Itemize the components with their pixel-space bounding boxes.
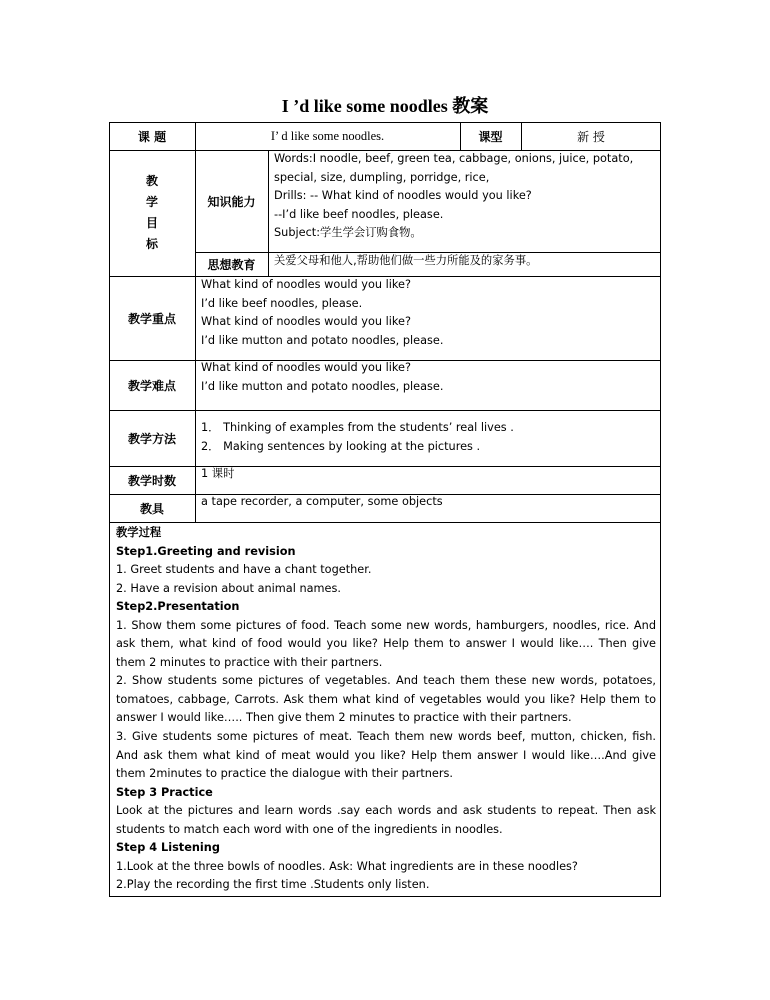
objectives-label (109, 150, 195, 276)
aids-label: 教具 (139, 501, 164, 516)
objectives-label-char: 目 (145, 216, 158, 230)
difficulties-label: 教学难点 (127, 378, 176, 393)
objectives-label-char: 标 (145, 237, 158, 251)
methods-content (201, 419, 514, 456)
methods-label: 教学方法 (127, 431, 176, 446)
difficulty-line: I’d like mutton and potato noodles, please. (201, 379, 444, 393)
row-divider (109, 522, 661, 523)
method-line: 1． Thinking of examples from the students’ real lives . (201, 421, 514, 434)
ideology-label: 思想教育 (207, 257, 256, 272)
knowledge-line: Words:I noodle, beef, green tea, cabbage, onions, juice, potato, (274, 152, 634, 165)
step-heading: Step1.Greeting and revision (116, 544, 296, 558)
type-label: 课型 (478, 129, 503, 144)
knowledge-line: --I’d like beef noodles, please. (274, 207, 444, 221)
step-paragraph: 2. Show students some pictures of vegetables. And teach them these new words, potatoes, tomatoes, cabbage, Carrots. Ask them what kind of vegetables would you like? Help them to answer I would like….. Then give them 2 minutes to practice with their partners. (116, 674, 656, 725)
type-value: 新 授 (577, 129, 605, 144)
step-paragraph: Look at the pictures and learn words .say each words and ask students to repeat. Then ask students to match each word with one of the ingredients in noodles. (116, 804, 656, 836)
step-heading: Step 3 Practice (116, 785, 213, 799)
step-heading: Step 4 Listening (116, 841, 220, 855)
step-paragraph: 2. Have a revision about animal names. (116, 581, 341, 595)
key-point-line: I’d like beef noodles, please. (201, 296, 363, 310)
col-divider (268, 150, 269, 276)
process-title: 教学过程 (116, 526, 162, 539)
key-points-label: 教学重点 (127, 311, 176, 326)
objectives-label-char: 教 (145, 174, 158, 188)
aids-value: a tape recorder, a computer, some objects (201, 495, 443, 508)
knowledge-line: Subject:学生学会订购食物。 (274, 226, 422, 240)
key-point-line: What kind of noodles would you like? (201, 278, 411, 291)
knowledge-line: Drills: -- What kind of noodles would you like? (274, 189, 532, 203)
knowledge-content (274, 150, 633, 243)
document-title: I ’d like some noodles 教案 (281, 96, 489, 116)
difficulty-line: What kind of noodles would you like? (201, 361, 411, 374)
teaching-process (116, 524, 656, 895)
step-paragraph: 1. Greet students and have a chant together. (116, 563, 372, 577)
hours-value: 1 课时 (201, 467, 235, 480)
knowledge-label: 知识能力 (207, 194, 256, 209)
key-point-line: I’d like mutton and potato noodles, please. (201, 333, 444, 347)
knowledge-line: special, size, dumpling, porridge, rice, (274, 170, 490, 184)
topic-value: I’ d like some noodles. (270, 128, 385, 143)
method-line: 2． Making sentences by looking at the pictures . (201, 439, 481, 453)
key-points-content (201, 276, 443, 350)
step-heading: Step2.Presentation (116, 600, 240, 614)
topic-label: 课 题 (137, 129, 167, 144)
objectives-label-char: 学 (145, 195, 158, 209)
step-paragraph: 3. Give students some pictures of meat. Teach them new words beef, mutton, chicken, fish. And ask them what kind of meat would you like? Help them answer I would like….And give them 2minutes to practice the dialogue with their partners. (116, 730, 656, 781)
ideology-content: 关爱父母和他人,帮助他们做一些力所能及的家务事。 (274, 254, 538, 267)
step-paragraph: 2.Play the recording the first time .Students only listen. (116, 878, 430, 892)
step-paragraph: 1.Look at the three bowls of noodles. Ask: What ingredients are in these noodles? (116, 859, 578, 873)
hours-label: 教学时数 (127, 473, 176, 488)
key-point-line: What kind of noodles would you like? (201, 315, 411, 329)
difficulties-content (201, 359, 443, 396)
step-paragraph: 1. Show them some pictures of food. Teach some new words, hamburgers, noodles, rice. And ask them, what kind of food would you like? Help them to answer I would like…. Then give them 2 minutes to practice with their partners. (116, 618, 656, 669)
